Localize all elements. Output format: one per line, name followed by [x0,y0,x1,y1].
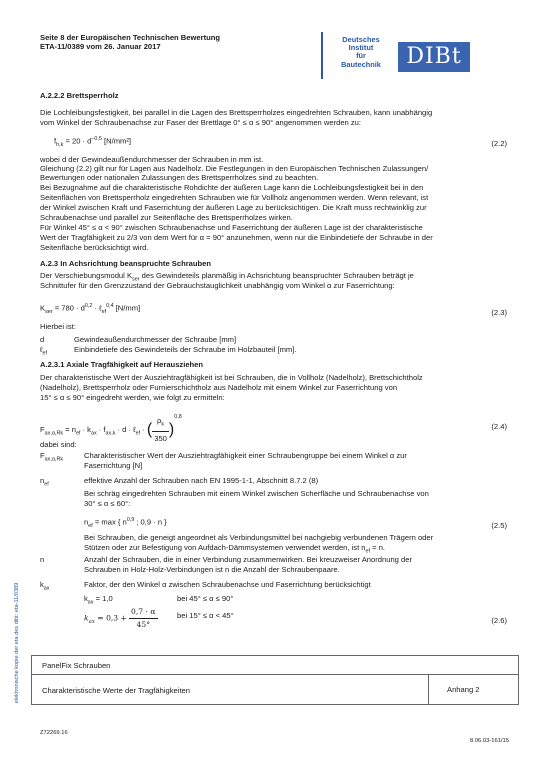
eq-2-2-exp: –0,5 [91,136,102,142]
symbol-d-desc: Gewindeaußendurchmesser der Schraube [mm] [74,335,237,344]
kax-case-2 [84,606,158,631]
eq-2-2-lhs: f [54,136,57,146]
kax-case-1-rhs: = 1,0 [93,594,113,603]
symbol-kax-desc: Faktor, der den Winkel α zwischen Schraubenachse und Faserrichtung berücksichtigt [84,580,371,589]
s3-p1-line1: Der charakteristische Wert der Ausziehtragfähigkeit ist bei Schrauben, die in Vollholz (Nadelholz), Brettschichtholz [40,373,423,382]
eq-number-2-4: (2.4) [491,422,507,431]
symbol-n-desc-2: Schrauben in Holz-Holz-Verbindungen ist n die Anzahl der Schraubenpaare. [84,565,340,574]
annex-footer-box [31,655,519,705]
eq-2-4-nef: = n [63,425,76,434]
kax-case-1-sub: ax [87,599,94,606]
eq-2-4-dot: · [140,425,145,434]
symbol-lef [40,345,47,359]
symbol-lef-sub: ef [42,350,47,357]
symbol-nef-desc-1: effektive Anzahl der Schrauben nach EN 1995-1-1, Abschnitt 8.7.2 (8) [84,476,319,485]
symbol-fax-desc-1: Charakteristischer Wert der Ausziehtragfähigkeit einer Schraubengruppe bei einem Winkel α zur [84,451,407,460]
eq-2-3-sub2: ef [101,309,107,316]
section-heading-brettsperrholz: A.2.2.2 Brettsperrholz [40,91,119,100]
s1-p3-line2: Bewertungen oder nationalen Zulassungen des Brettsperrholzes sind zu beachten. [40,173,319,182]
eq-2-4-kax: · k [80,425,91,434]
nef-desc-5-sub: ef [365,548,371,555]
symbol-lef-desc: Einbindetiefe des Gewindeteils der Schraube im Holzbauteil [mm]. [74,345,297,354]
s3-p1-line3: 15° ≤ α ≤ 90° eingedreht werden, wie folgt zu ermitteln: [40,393,225,402]
s1-p5-line3: Seitenfläche berücksichtigt wird. [40,243,149,252]
eq-2-5-rhs: = max { n [92,517,127,527]
eq-2-2-lhs-sub: h,k [56,142,64,149]
eq-2-4-frac-den: 350 [154,434,167,444]
symbol-fax [40,451,63,465]
eq-2-3-lhs: K [40,303,46,313]
footer-product-name: PanelFix Schrauben [42,661,111,670]
logo-line-1: Deutsches [342,35,380,44]
s2-p1-start: Der Verschiebungsmodul K [40,271,133,280]
s3-p1-line2: (Nadelholz), Brettsperrholz oder Furnierschichtholz aus Nadelholz mit einem Winkel zur Faserrichtung von [40,383,398,392]
eq-2-5-lhs-sub: ef [88,523,93,530]
equation-2-2 [54,135,131,151]
logo-divider [321,32,323,79]
eq-number-2-6: (2.6) [491,616,507,625]
dibt-logo [321,32,494,79]
equation-2-3 [40,302,140,318]
s1-p4-line2: Seitenflächen von Brettsperrholz eingedrehten Schrauben wie für Vollholz angenommen werden. Wenn relevant, ist [40,193,429,202]
eq-2-4-paren-close: ) [168,421,175,438]
eq-2-4-kax-sub: ax [90,430,97,437]
kax-case-2-rhs: = 0,3 + [94,613,127,623]
eq-2-5-rhs2: ; 0,9 · n } [134,517,167,527]
s1-p2: wobei d der Gewindeaußendurchmesser der Schrauben in mm ist. [40,155,264,164]
s1-p4-line3: der Winkel zwischen Kraft und Faserrichtung der äußeren Lage zu berücksichtigen. Die Kraft muss rechtwinklig zur [40,203,427,212]
eq-2-4-lhs-sub: ax,α,Rk [44,430,64,437]
logo-line-2: Institut [348,43,374,53]
kax-case-2-num: 0,7 · α [129,606,157,619]
eq-2-4-rho: ρ [157,415,162,425]
eq-2-3-exp2: 0,4 [106,303,114,309]
symbol-n: n [40,555,45,564]
sidebar-note-text: elektronische kopie der eta des dibt: eta-11/0389 [14,582,20,704]
eq-2-3-lhs-sub: ser [45,309,53,316]
eq-number-2-3: (2.3) [491,308,507,317]
logo-line-3: für [356,51,366,61]
symbol-nef-desc-3: 30° ≤ α ≤ 60°: [84,499,131,508]
logo-line-4: Bautechnik [341,59,381,69]
symbol-kax [40,580,50,594]
symbol-nef-desc-2: Bei schräg eingedrehten Schrauben mit einem Winkel zwischen Scherfläche und Schraubenachse von [84,489,429,498]
eq-2-4-d-lef: · d · ℓ [115,425,136,434]
eq-2-4-lef-sub: ef [135,430,141,437]
s1-p4-line4: Schraubenachse und parallel zur Seitenfläche des Brettsperrholzes wirken. [40,213,293,222]
eq-2-4-rho-sub: k [161,421,165,428]
eq-2-3-unit: [N/mm] [113,303,141,313]
s3-dabei: dabei sind: [40,440,77,449]
s2-hierbei: Hierbei ist: [40,322,76,331]
logo-institute-name [331,36,391,69]
header-line-1: Seite 8 der Europäischen Technischen Bewertung [40,33,221,42]
symbol-nef-sub: ef [44,481,49,488]
kax-case-1-condition: bei 45° ≤ α ≤ 90° [177,594,234,603]
symbol-fax-main: F [40,451,45,460]
symbol-lef-main: ℓ [40,345,43,354]
footer-annex-label: Anhang 2 [447,685,480,694]
footer-reference: 8.06.03-161/15 [469,738,509,744]
kax-case-2-fraction [129,606,157,631]
s1-p4-line1: Bei Bezugnahme auf die charakteristische Rohdichte der äußeren Lage kann die Lochleibungsfestigkeit bei in den [40,183,424,192]
eq-2-4-nef-sub: ef [75,430,81,437]
header-line-2: ETA-11/0389 vom 26. Januar 2017 [40,42,161,51]
eq-2-5-exp: 0,9 [126,517,135,523]
symbol-kax-sub: ax [43,585,50,592]
symbol-fax-sub: ax,α,Rk [44,456,64,463]
symbol-fax-desc-2: Faserrichtung [N] [84,461,143,470]
eq-2-4-lhs: F [40,425,45,434]
eq-2-4-paren-open: ( [146,421,153,438]
footer-annex-cell [428,674,519,704]
kax-case-2-lhs: k [84,613,89,623]
s1-p5-line1: Für Winkel 45° ≤ α < 90° zwischen Schraubenachse und Faserrichtung der äußeren Lage ist der charakteristische [40,223,423,232]
eq-2-3-exp1: 0,2 [84,303,93,309]
nef-desc-5-start: Stützen oder zur Befestigung von Aufdach-Dämmsystemen verwendet werden, ist n [84,543,366,552]
eq-2-5-lhs: n [84,517,89,527]
symbol-kax-main: k [40,580,44,589]
eq-number-2-2: (2.2) [491,139,507,148]
eq-2-4-fraction [152,414,169,447]
eq-2-3-mid2: · ℓ [92,303,102,313]
s1-p1-line2: vom Winkel der Schraubenachse zur Faser der Brettlage 0° ≤ α ≤ 90° angenommen werden zu: [40,118,362,127]
s1-p1-line1: Die Lochleibungsfestigkeit, bei parallel in die Lagen des Brettsperrholzes eingedrehten Schrauben, kann unabhängig [40,108,433,117]
eq-2-4-fax: · f [96,425,106,434]
logo-mark: DIBt [398,42,470,72]
eq-number-2-5: (2.5) [491,521,507,530]
sidebar-note [12,560,24,730]
section-heading-achsrichtung: A.2.3 In Achsrichtung beanspruchte Schrauben [40,259,212,268]
symbol-nef-desc-4: Bei Schrauben, die geneigt angeordnet als Verbindungsmittel bei nachgiebig verbundenen Trägern oder [84,533,434,542]
s2-p1-rest: des Gewindeteils planmäßig in Achsrichtung beanspruchter Schrauben beträgt je [139,271,414,280]
nef-desc-5-rest: = n. [370,543,386,552]
kax-case-1-lhs: k [84,594,88,603]
eq-2-2-rhs: = 20 · d [63,136,92,146]
kax-case-2-sub: ax [88,619,95,626]
symbol-d: d [40,335,45,344]
symbol-nef-main: n [40,476,45,485]
section-heading-axiale-tragfaehigkeit: A.2.3.1 Axiale Tragfähigkeit auf Herausziehen [40,360,204,369]
kax-case-2-den: 45° [136,620,150,629]
symbol-nef [40,476,49,490]
s2-p1-line2: Schnittufer für den Grenzzustand der Gebrauchstauglichkeit unabhängig vom Winkel α zur Faserrichtung: [40,281,395,290]
s2-p1-sub: ser [132,276,140,283]
footer-doc-number: Z72269.16 [40,730,68,736]
eq-2-4-frac-num [152,414,169,433]
eq-2-4-fax-sub: ax,k [105,430,116,437]
footer-title: Charakteristische Werte der Tragfähigkeiten [42,686,191,695]
footer-product-row [32,656,518,675]
eq-2-2-unit: [N/mm²] [101,136,132,146]
eq-2-3-mid: = 780 · d [52,303,85,313]
symbol-n-desc-1: Anzahl der Schrauben, die in einer Verbindung zusammenwirken. Bei kreuzweiser Anordnung der [84,555,412,564]
equation-2-5 [84,516,167,532]
s1-p5-line2: Wert der Tragfähigkeit zu 2/3 von dem Wert für α = 90° anzunehmen, wenn nur die Einbindetiefe der Schraube in der [40,233,433,242]
eq-2-4-frac-exp: 0,8 [174,414,182,420]
s1-p3-line1: Gleichung (2.2) gilt nur für Lagen aus Nadelholz. Die Festlegungen in den Europäischen Technischen Zulassungen/ [40,164,429,173]
kax-case-2-condition: bei 15° ≤ α < 45° [177,611,234,620]
